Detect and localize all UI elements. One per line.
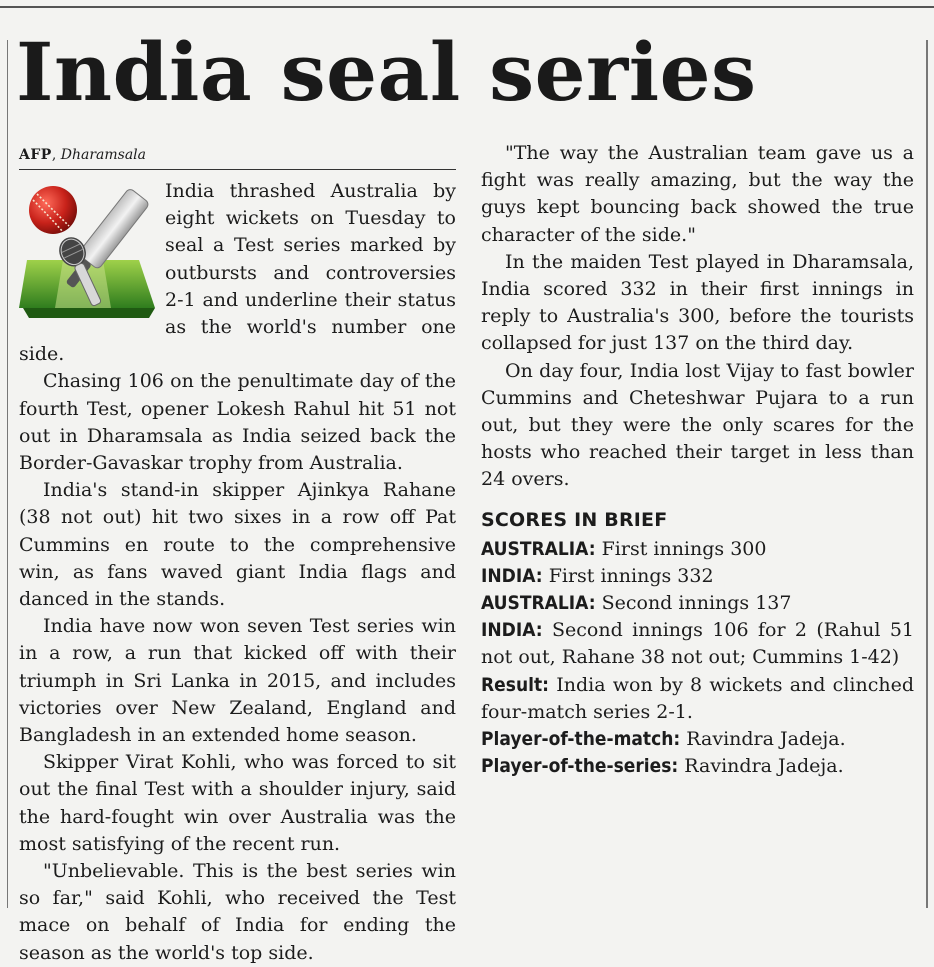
right-column <box>481 140 914 780</box>
article-paragraph: India's stand-in skipper Ajinkya Rahane (38 not out) hit two sixes in a row off Pat Cummins en route to the comprehensive win, as fans waved giant India flags and danced in the stands. <box>19 479 456 611</box>
byline-separator: , <box>51 147 61 163</box>
score-label: Player-of-the-series: <box>481 755 679 778</box>
score-text: India won by 8 wickets and clinched four-match series 2-1. <box>481 673 914 723</box>
score-label: INDIA: <box>481 619 543 642</box>
right-border <box>926 40 928 908</box>
score-label: INDIA: <box>481 564 543 587</box>
article-paragraph: "Unbelievable. This is the best series win so far," said Kohli, who received the Test mace on behalf of India for ending the season as the world's top side. <box>19 860 456 964</box>
cricket-ball-bat-microphone-icon <box>19 180 159 328</box>
score-line <box>481 536 914 563</box>
score-text: First innings 332 <box>548 564 714 587</box>
byline <box>19 145 456 170</box>
score-line <box>481 563 914 590</box>
article-paragraph: India thrashed Australia by eight wickets on Tuesday to seal a Test series marked by outbursts and controversies 2-1 and underline their status as the world's number one side. <box>19 180 456 366</box>
left-border <box>7 40 8 908</box>
byline-agency: AFP <box>19 147 52 163</box>
article-paragraph: In the maiden Test played in Dharamsala, India scored 332 in their first innings in reply to Australia's 300, before the tourists collapsed for just 137 on the third day. <box>481 250 914 355</box>
score-text: Second innings 137 <box>601 592 792 615</box>
score-text: First innings 300 <box>601 537 767 560</box>
headline: India seal series <box>16 25 757 119</box>
article-paragraph: "The way the Australian team gave us a fight was really amazing, but the way the guys kept bouncing back showed the true character of the side." <box>481 142 914 246</box>
score-line <box>481 672 914 726</box>
scores-heading: SCORES IN BRIEF <box>481 508 668 531</box>
score-text: Second innings 106 for 2 (Rahul 51 not out, Rahane 38 not out; Cummins 1-42) <box>481 619 914 669</box>
article-paragraph: Skipper Virat Kohli, who was forced to sit out the final Test with a shoulder injury, said the hard-fought win over Australia was the most satisfying of the recent run. <box>19 751 456 855</box>
score-line <box>481 590 914 617</box>
score-label: Result: <box>481 673 549 696</box>
byline-place: Dharamsala <box>60 147 147 163</box>
score-line <box>481 726 914 753</box>
left-column <box>19 145 456 967</box>
article-paragraph: India have now won seven Test series win in a row, a run that kicked off with their triumph in Sri Lanka in 2015, and includes victories over New Zealand, England and Bangladesh in an extended home season. <box>19 615 456 747</box>
score-text: Ravindra Jadeja. <box>684 755 844 778</box>
article-paragraph: On day four, India lost Vijay to fast bowler Cummins and Cheteshwar Pujara to a run out, but they were the only scares for the hosts who reached their target in less than 24 overs. <box>481 359 914 491</box>
score-label: Player-of-the-match: <box>481 728 681 751</box>
score-label: AUSTRALIA: <box>481 592 596 615</box>
score-line <box>481 753 914 780</box>
article-paragraph: Chasing 106 on the penultimate day of the fourth Test, opener Lokesh Rahul hit 51 not out in Dharamsala as India seized back the Border-Gavaskar trophy from Australia. <box>19 370 456 475</box>
score-text: Ravindra Jadeja. <box>686 728 846 751</box>
score-line <box>481 617 914 671</box>
score-label: AUSTRALIA: <box>481 537 596 560</box>
top-rule <box>0 6 934 8</box>
